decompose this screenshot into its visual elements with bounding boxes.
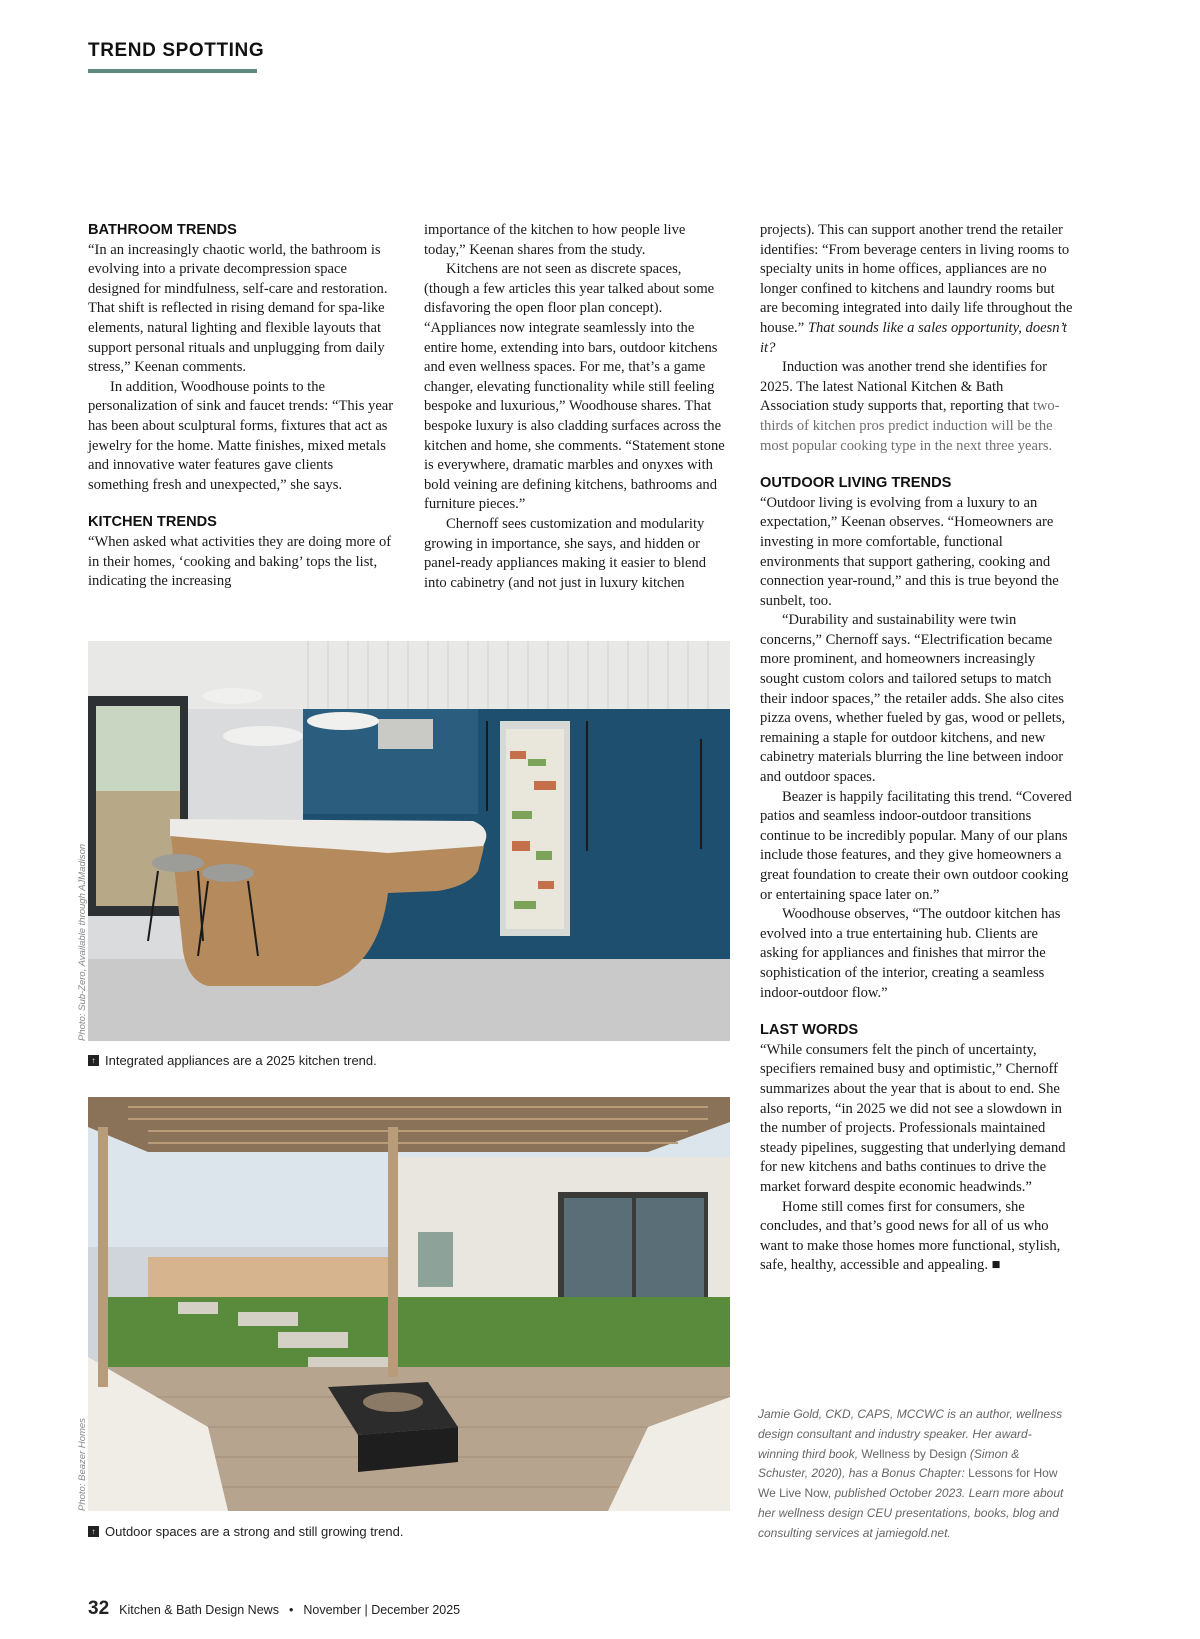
kitchen-paragraph-1: “When asked what activities they are doing more of in their homes, ‘cooking and baking’ tops the list, indicating the increasing xyxy=(88,533,392,590)
author-bio xyxy=(758,1405,1068,1544)
outdoor-paragraph-2: “Durability and sustainability were twin concerns,” Chernoff says. “Electrification became more prominent, and homeowners increasingly sought custom colors and tailored setups to match their indoor spaces,” the retailer adds. She also cites pizza ovens, whether fueled by gas, wood or pellets, remaining a staple for outdoor kitchens, and new cabinetry materials blurring the line between indoor and outdoor spaces. xyxy=(760,612,1066,786)
last-words-paragraph-2 xyxy=(760,1198,1074,1276)
col2-paragraph-1: importance of the kitchen to how people live today,” Keenan shares from the study. xyxy=(424,222,686,258)
bio-part-2: (Simon & Schuster, 2020), has a Bonus Chapter: xyxy=(758,1446,1020,1481)
bathroom-heading: BATHROOM TRENDS xyxy=(88,222,237,238)
article-column-3 xyxy=(760,221,1074,1276)
kitchen-illustration xyxy=(88,641,730,1041)
section-underline xyxy=(88,69,257,73)
bio-book-1: Wellness by Design xyxy=(861,1446,967,1461)
article-column-2 xyxy=(424,221,730,593)
patio-photo-credit: Photo: Beazer Homes xyxy=(77,1418,88,1511)
end-mark: ■ xyxy=(991,1257,1001,1274)
outdoor-paragraph-4: Woodhouse observes, “The outdoor kitchen has evolved into a true entertaining hub. Clients are asking for appliances and finishes that mirror the sophistication of the interior, creating a seamless indoor-outdoor flow.” xyxy=(760,906,1061,1001)
outdoor-paragraph-1: “Outdoor living is evolving from a luxury to an expectation,” Keenan observes. “Homeowners are investing in more comfortable, functional environments that support gathering, cooking and connection year-round,” and this is true beyond the sunbelt, too. xyxy=(760,494,1059,609)
arrow-up-icon: ↑ xyxy=(88,1526,99,1537)
col3-paragraph-1-aside: That sounds like a sales opportunity, doesn’t it? xyxy=(760,319,1067,356)
article-column-1 xyxy=(88,221,394,592)
kitchen-photo-credit: Photo: Sub-Zero, Available through AJMadison xyxy=(77,843,88,1041)
bathroom-paragraph-1: “In an increasingly chaotic world, the bathroom is evolving into a private decompression space designed for mindfulness, self-care and restoration. That shift is reflected in rising demand for spa-like elements, natural lighting and flexible layouts that support personal rituals and unplugging from daily stress,” Keenan comments. xyxy=(88,241,388,376)
bio-part-3: published October 2023. Learn more about her wellness design CEU presentations, books, blog and consulting services at jamiegold.net. xyxy=(758,1486,1064,1540)
col3-paragraph-2-text: Induction was another trend she identifies for 2025. The latest National Kitchen & Bath Association study supports that, reporting that xyxy=(760,359,1048,415)
kitchen-photo-caption xyxy=(88,1053,377,1068)
outdoor-heading: OUTDOOR LIVING TRENDS xyxy=(760,475,952,492)
section-title: TREND SPOTTING xyxy=(88,40,265,61)
patio-photo-caption xyxy=(88,1524,403,1539)
page-footer xyxy=(88,1598,460,1620)
col2-paragraph-2: Kitchens are not seen as discrete spaces, (though a few articles this year talked about some disfavoring the open floor plan concept). “Appliances now integrate seamlessly into the entire home, extending into bars, outdoor kitchens and even wellness spaces. For me, that’s a game changer, elevating functionality while still feeling bespoke and luxurious,” Woodhouse shares. That bespoke luxury is also cladding surfaces across the kitchen and home, she comments. “Statement stone is everywhere, dramatic marbles and onyxes with bold veining are defining kitchens, bathrooms and furniture pieces.” xyxy=(424,261,725,513)
bio-part-1: Jamie Gold, CKD, CAPS, MCCWC is an author, wellness design consultant and industry speaker. Her award-winning third book, xyxy=(758,1407,1063,1461)
col3-paragraph-1-text: projects). This can support another trend the retailer identifies: “From beverage centers in living rooms to specialty units in home offices, appliances are no longer confined to kitchens and laundry rooms but are becoming integrated into daily life throughout the house.” xyxy=(760,222,1073,336)
patio-illustration xyxy=(88,1097,730,1511)
footer-separator: • xyxy=(288,1603,294,1617)
col2-paragraph-3: Chernoff sees customization and modularity growing in importance, she says, and hidden or panel-ready appliances making it easier to blend into cabinetry (and not just in luxury kitchen xyxy=(424,515,707,591)
col3-paragraph-1 xyxy=(760,221,1074,358)
arrow-up-icon: ↑ xyxy=(88,1055,99,1066)
induction-study-link[interactable]: two-thirds of kitchen pros predict induction will be the most popular cooking type in the next three years. xyxy=(760,398,1060,454)
patio-caption-text: Outdoor spaces are a strong and still growing trend. xyxy=(105,1524,404,1539)
kitchen-caption-text: Integrated appliances are a 2025 kitchen trend. xyxy=(105,1053,377,1068)
last-words-paragraph-1: “While consumers felt the pinch of uncertainty, specifiers remained busy and optimistic,” Chernoff summarizes about the year that is about to end. She also reports, “in 2025 we did not see a slowdown in the number of projects. Professionals maintained steady pipelines, suggesting that underlying demand for new kitchens and baths continues to drive the market forward despite economic headwinds.” xyxy=(760,1041,1066,1195)
outdoor-paragraph-3: Beazer is happily facilitating this trend. “Covered patios and seamless indoor-outdoor transitions continue to be incredibly popular. Many of our plans include those features, and they give homeowners a great foundation to create their own outdoor cooking or entertaining space later on.” xyxy=(760,788,1072,903)
bathroom-paragraph-2: In addition, Woodhouse points to the personalization of sink and faucet trends: “This year has been about sculptural forms, fixtures that act as jewelry for the home. Matte finishes, mixed metals and innovative water features gave clients something fresh and unexpected,” she says. xyxy=(88,378,394,493)
issue-date: November | December 2025 xyxy=(303,1603,461,1617)
page-number: 32 xyxy=(88,1598,110,1619)
publication-name: Kitchen & Bath Design News xyxy=(119,1603,279,1617)
kitchen-heading: KITCHEN TRENDS xyxy=(88,514,217,531)
patio-photo xyxy=(88,1097,730,1511)
last-words-paragraph-2-text: Home still comes first for consumers, she concludes, and that’s good news for all of us who want to make those homes more functional, stylish, safe, healthy, accessible and appealing. xyxy=(760,1198,1061,1274)
kitchen-photo xyxy=(88,641,730,1041)
bio-book-2: Lessons for How We Live Now, xyxy=(758,1466,1058,1501)
last-words-heading: LAST WORDS xyxy=(760,1022,859,1039)
col3-paragraph-2 xyxy=(760,358,1074,456)
